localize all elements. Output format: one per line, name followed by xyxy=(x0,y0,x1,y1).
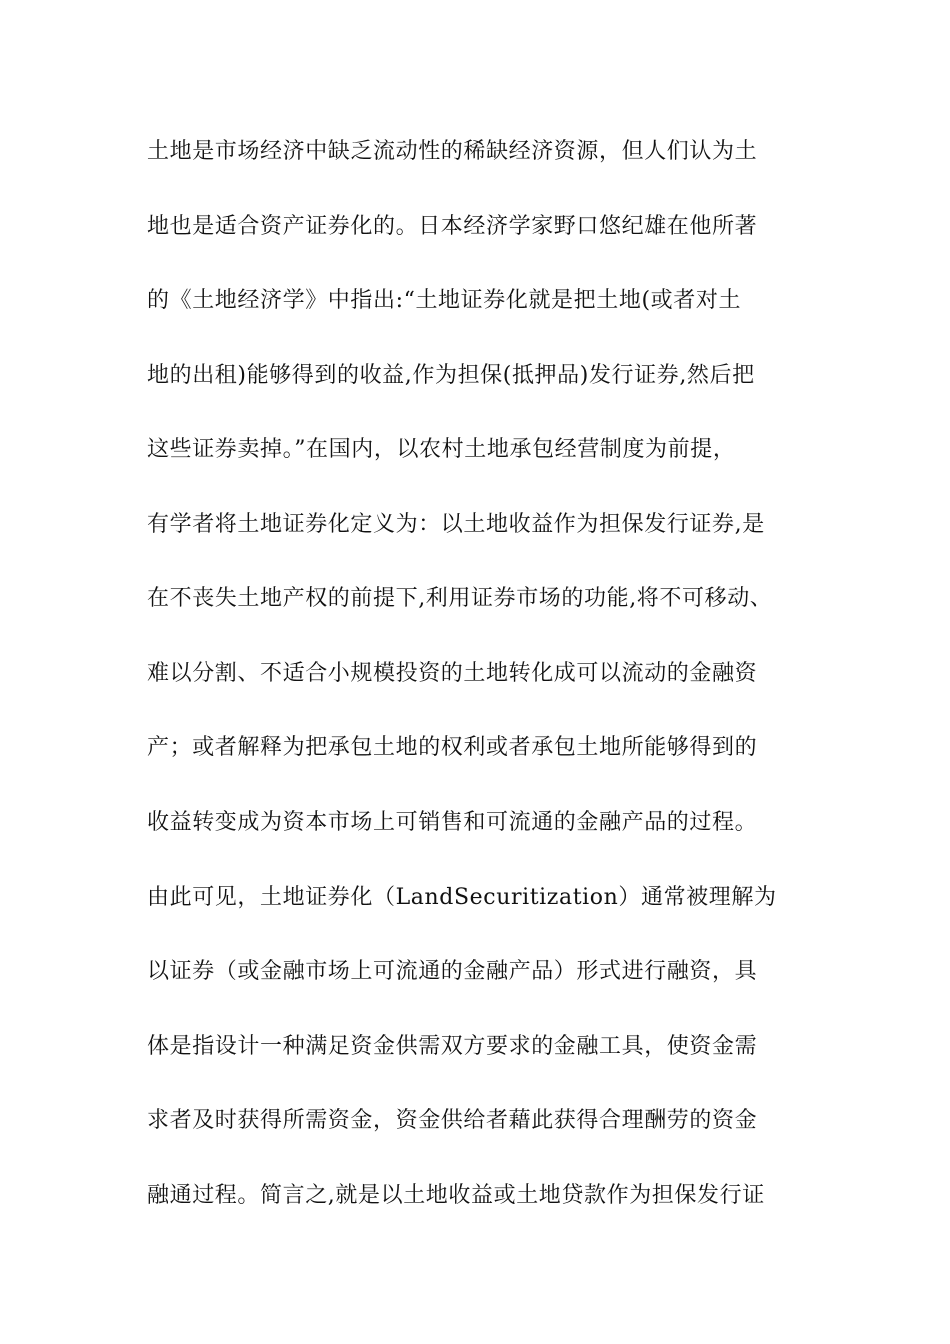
text-line: 这些证券卖掉。”在国内，以农村土地承包经营制度为前提， xyxy=(147,437,736,462)
text-line: 土地是市场经济中缺乏流动性的稀缺经济资源，但人们认为土 xyxy=(147,139,758,164)
text-line: 由此可见，土地证券化（LandSecuritization）通常被理解为 xyxy=(147,885,777,910)
text-line: 有学者将土地证券化定义为：以土地收益作为担保发行证券,是 xyxy=(147,512,765,537)
text-line: 地也是适合资产证券化的。日本经济学家野口悠纪雄在他所著 xyxy=(147,214,758,239)
text-line: 地的出租)能够得到的收益,作为担保(抵押品)发行证券,然后把 xyxy=(147,363,755,388)
text-line: 体是指设计一种满足资金供需双方要求的金融工具，使资金需 xyxy=(147,1034,758,1059)
text-line: 在不丧失土地产权的前提下,利用证券市场的功能,将不可移动、 xyxy=(147,586,773,611)
text-line: 求者及时获得所需资金，资金供给者藉此获得合理酬劳的资金 xyxy=(147,1108,758,1133)
text-line: 的《土地经济学》中指出:“土地证券化就是把土地(或者对土 xyxy=(147,288,742,313)
text-line: 融通过程。简言之,就是以土地收益或土地贷款作为担保发行证 xyxy=(147,1183,765,1208)
text-line: 产；或者解释为把承包土地的权利或者承包土地所能够得到的 xyxy=(147,735,758,760)
text-line: 以证券（或金融市场上可流通的金融产品）形式进行融资，具 xyxy=(147,959,758,984)
text-line: 难以分割、不适合小规模投资的土地转化成可以流动的金融资 xyxy=(147,661,758,686)
text-line: 收益转变成为资本市场上可销售和可流通的金融产品的过程。 xyxy=(147,810,758,835)
